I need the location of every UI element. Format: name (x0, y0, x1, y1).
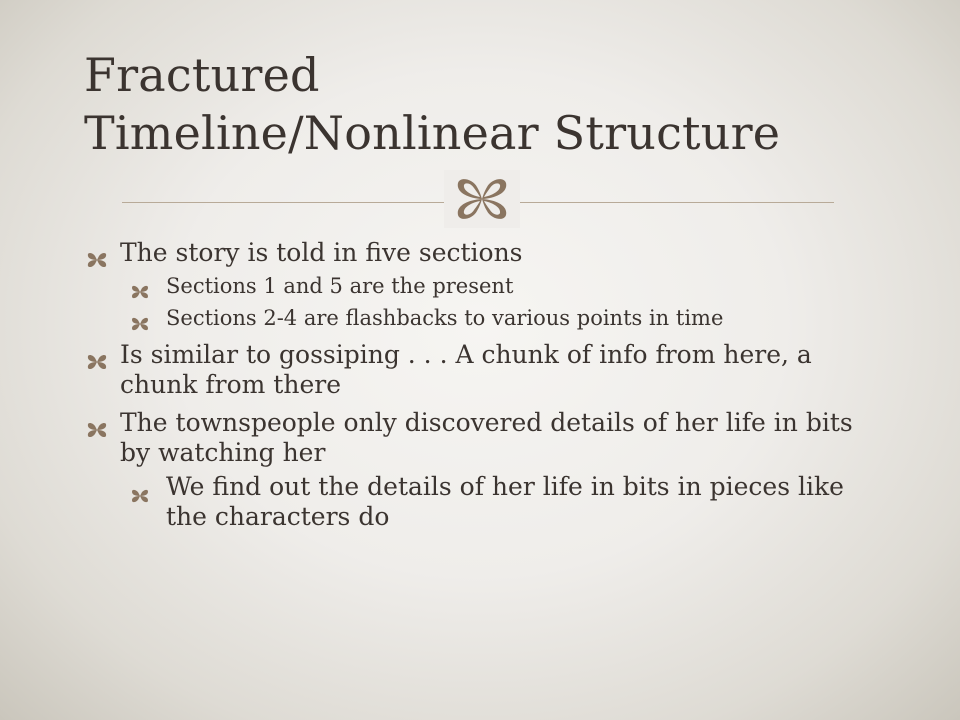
bullet-text: Sections 1 and 5 are the present (166, 274, 514, 298)
bullet-text: The townspeople only discovered details of her life in bits by watching her (120, 408, 853, 467)
title-line-1: Fractured (84, 48, 320, 102)
quad-leaf-bullet-icon (130, 310, 150, 338)
slide-title (84, 46, 904, 162)
bullet-level-2 (130, 472, 876, 532)
bullet-level-1 (86, 340, 876, 400)
bullet-level-2 (130, 304, 876, 332)
bullet-level-2 (130, 272, 876, 300)
bullet-text: The story is told in five sections (120, 238, 523, 267)
bullet-level-1 (86, 238, 876, 268)
bullet-list (86, 238, 876, 532)
title-line-2: Timeline/Nonlinear Structure (84, 106, 781, 160)
bullet-text: We find out the details of her life in bits in pieces like the characters do (166, 472, 844, 531)
quad-leaf-bullet-icon (130, 480, 150, 510)
quad-leaf-bullet-icon (86, 347, 108, 377)
quad-leaf-bullet-icon (86, 245, 108, 275)
bullet-text: Is similar to gossiping . . . A chunk of info from here, a chunk from there (120, 340, 812, 399)
bullet-text: Sections 2-4 are flashbacks to various points in time (166, 306, 724, 330)
quad-leaf-bullet-icon (130, 278, 150, 306)
bullet-level-1 (86, 408, 876, 468)
divider-ornament-icon (444, 170, 520, 228)
quad-leaf-bullet-icon (86, 415, 108, 445)
